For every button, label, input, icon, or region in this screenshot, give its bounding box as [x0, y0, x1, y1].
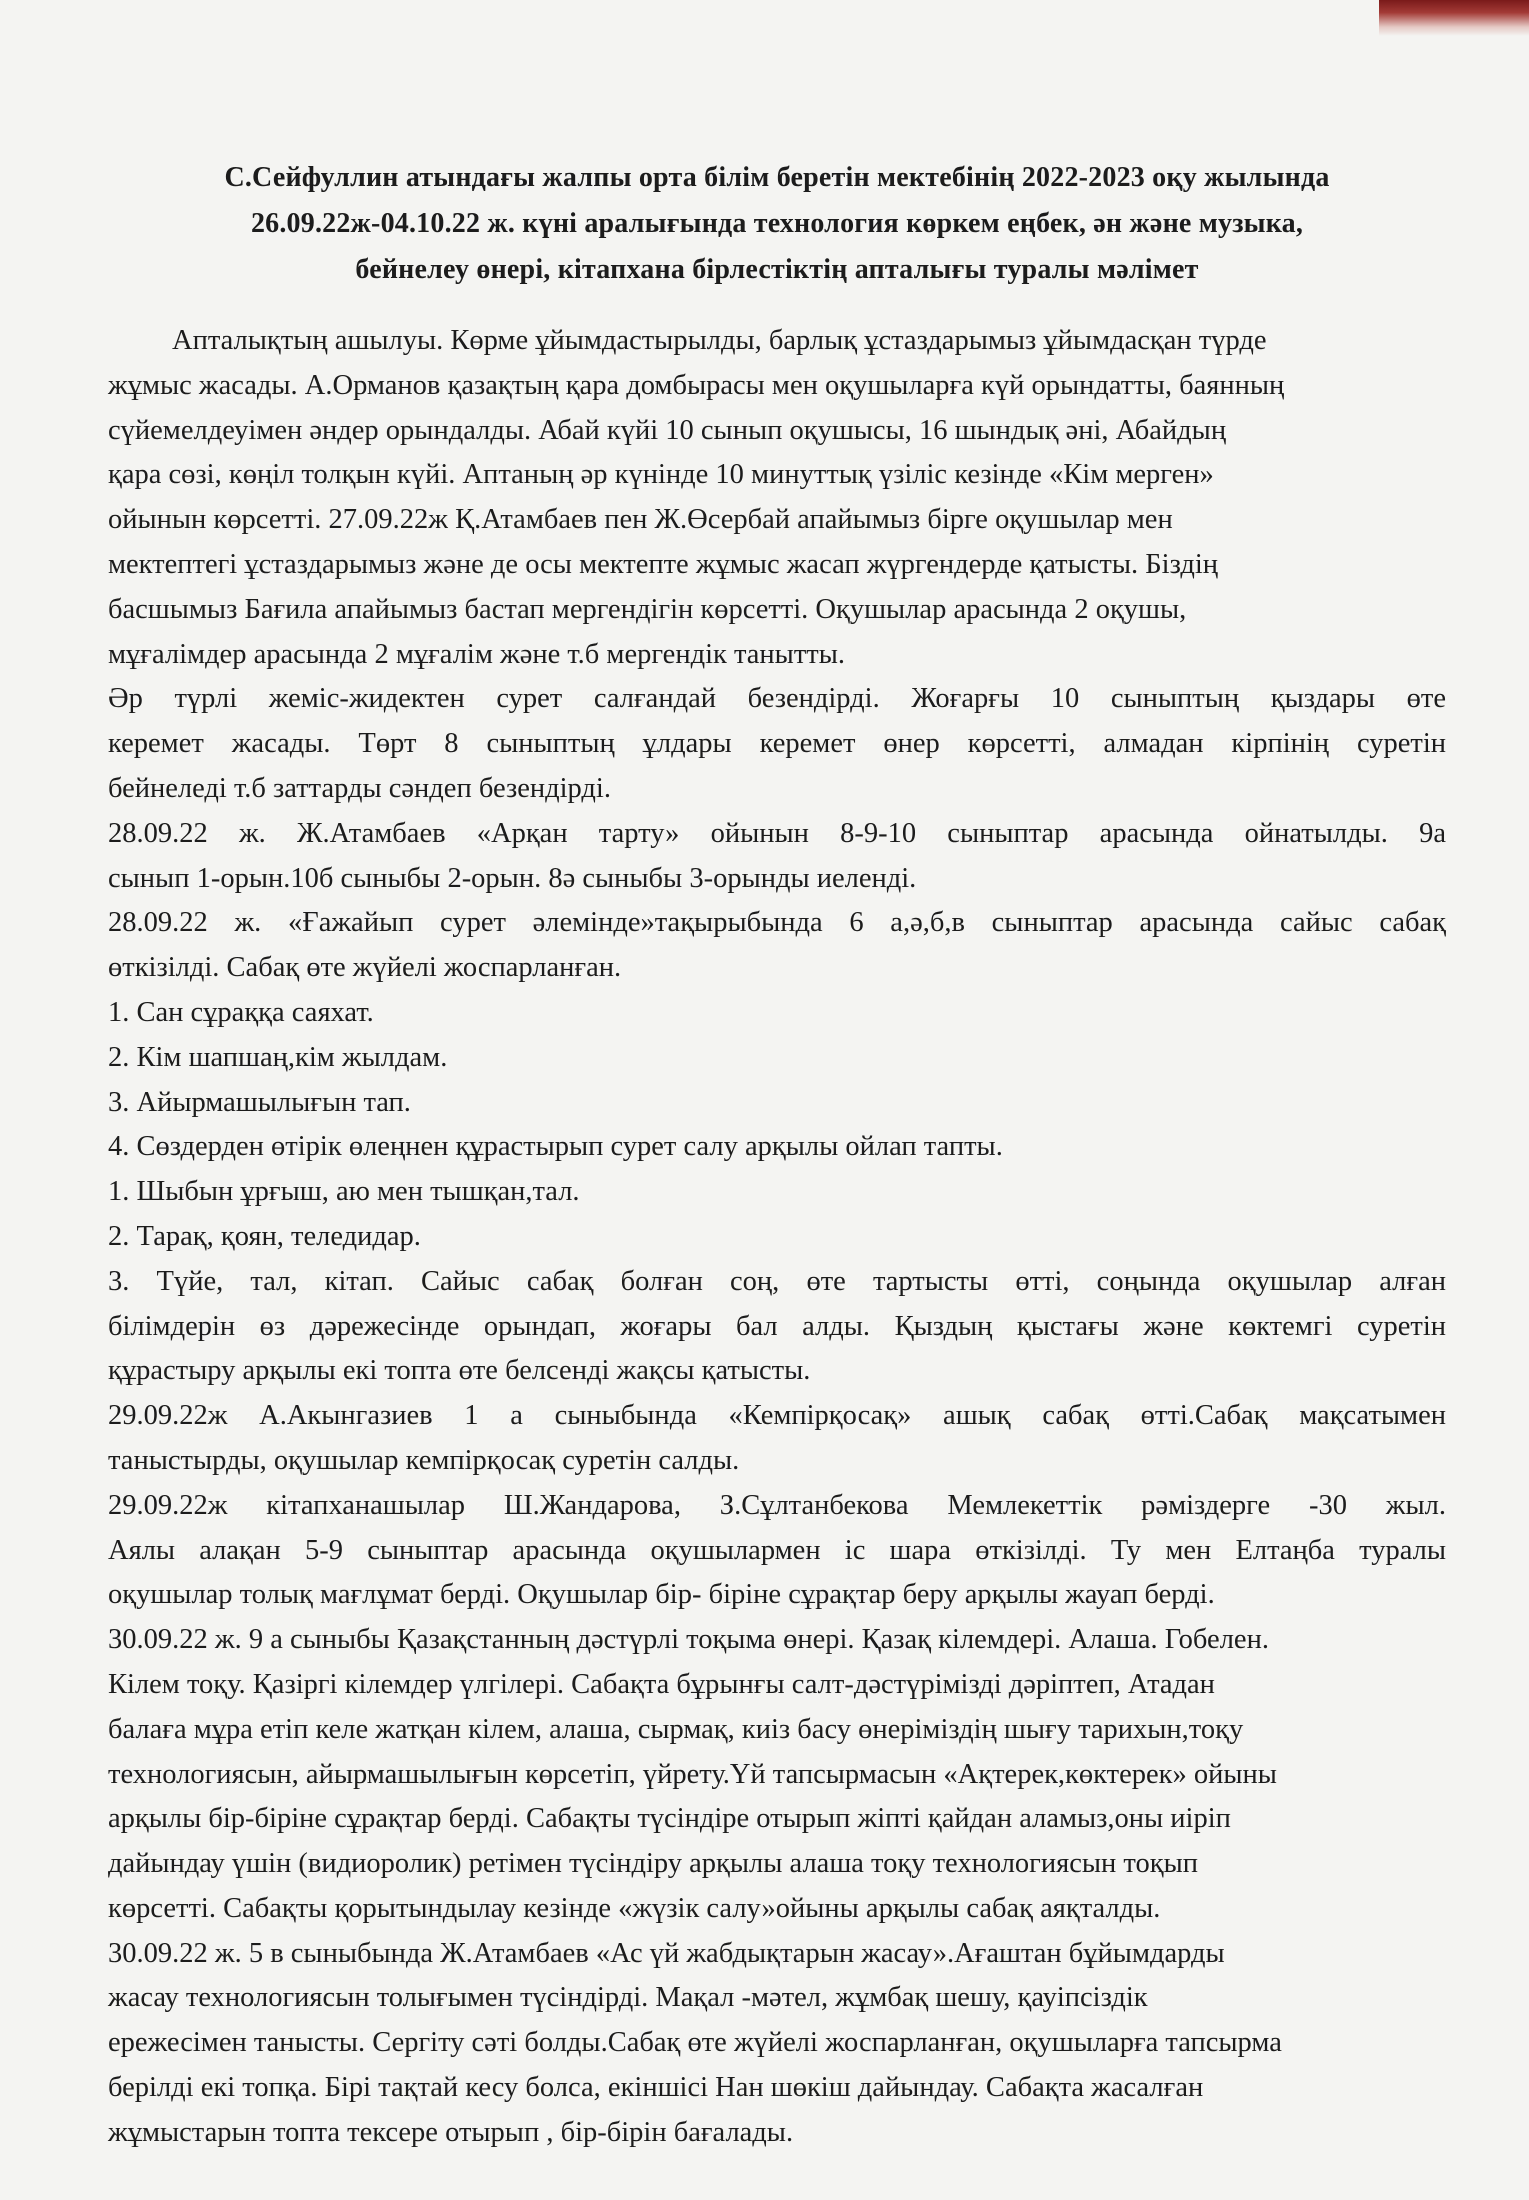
body-line: арқылы бір-біріне сұрақтар берді. Сабақты түсіндіре отырып жіпті қайдан аламыз,оны иіріп [108, 1803, 1231, 1835]
list-item: 1. Сан сұраққа саяхат. [108, 996, 374, 1028]
body-line: технологиясын, айырмашылығын көрсетіп, үйрету.Үй тапсырмасын «Ақтерек,көктерек» ойыны [108, 1758, 1277, 1790]
document-body [108, 319, 1446, 2156]
document-title [108, 155, 1446, 293]
body-line: Аялы алақан 5-9 сыныптар арасында оқушылармен іс шара өткізілді. Ту мен Елтаңба туралы [108, 1534, 1446, 1566]
body-line: оқушылар толық мағлұмат берді. Оқушылар бір- біріне сұрақтар беру арқылы жауап берді. [108, 1579, 1215, 1611]
body-line: дайындау үшін (видиоролик) ретімен түсіндіру арқылы алаша тоқу технологиясын тоқып [108, 1848, 1198, 1880]
body-line: жұмыстарын топта тексере отырып , бір-бірін бағалады. [108, 2116, 794, 2148]
body-line: 30.09.22 ж. 5 в сыныбында Ж.Атамбаев «Ас үй жабдықтарын жасау».Ағаштан бұйымдарды [108, 1937, 1225, 1969]
body-line: басшымыз Бағила апайымыз бастап мергендігін көрсетті. Оқушылар арасында 2 оқушы, [108, 593, 1187, 625]
body-line: 28.09.22 ж. «Ғажайып сурет әлемінде»тақырыбында 6 а,ә,б,в сыныптар арасында сайыс сабақ [108, 907, 1446, 939]
body-line: Кілем тоқу. Қазіргі кілемдер үлгілері. Сабақта бұрынғы салт-дәстүрімізді дәріптеп, Атадан [108, 1668, 1215, 1700]
body-line: балаға мұра етіп келе жатқан кілем, алаша, сырмақ, киіз басу өнеріміздің шығу тарихын,тоқу [108, 1713, 1244, 1745]
list-item: 3. Айырмашылығын тап. [108, 1086, 411, 1118]
body-line: ойынын көрсетті. 27.09.22ж Қ.Атамбаев пен Ж.Өсербай апайымыз бірге оқушылар мен [108, 504, 1173, 536]
body-line: құрастыру арқылы екі топта өте белсенді жақсы қатысты. [108, 1355, 811, 1387]
body-line: қара сөзі, көңіл толқын күйі. Аптаның әр күнінде 10 минуттық үзіліс кезінде «Кім мерген» [108, 459, 1214, 491]
body-line: білімдерін өз дәрежесінде орындап, жоғары бал алды. Қыздың қыстағы және көктемгі суретін [108, 1310, 1446, 1342]
list-item: 2. Тарақ, қоян, теледидар. [108, 1220, 421, 1252]
body-line: мектептегі ұстаздарымыз және де осы мектепте жұмыс жасап жүргендерде қатысты. Біздің [108, 548, 1218, 580]
list-item: 3. Түйе, тал, кітап. Сайыс сабақ болған соң, өте тартысты өтті, соңында оқушылар алған [108, 1265, 1446, 1297]
title-line: С.Сейфуллин атындағы жалпы орта білім беретін мектебінің 2022-2023 оқу жылында [224, 162, 1330, 193]
body-line: 28.09.22 ж. Ж.Атамбаев «Арқан тарту» ойынын 8-9-10 сыныптар арасында ойнатылды. 9а [108, 817, 1446, 849]
body-line: Әр түрлі жеміс-жидектен сурет салғандай безендірді. Жоғарғы 10 сыныптың қыздары өте [108, 683, 1446, 715]
body-line: сынып 1-орын.10б сыныбы 2-орын. 8ә сыныбы 3-орынды иеленді. [108, 862, 917, 894]
title-line: 26.09.22ж-04.10.22 ж. күні аралығында технология көркем еңбек, ән және музыка, [250, 208, 1304, 239]
body-line: жұмыс жасады. А.Орманов қазақтың қара домбырасы мен оқушыларға күй орындатты, баянның [108, 369, 1285, 401]
body-line: сүйемелдеуімен әндер орындалды. Абай күйі 10 сынып оқушысы, 16 шындық әні, Абайдың [108, 414, 1227, 446]
body-line: 29.09.22ж А.Акынгазиев 1 а сыныбында «Кемпірқосақ» ашық сабақ өтті.Сабақ мақсатымен [108, 1400, 1446, 1432]
red-corner-mark [1379, 0, 1529, 36]
body-line: мұғалімдер арасында 2 мұғалім және т.б мергендік танытты. [108, 638, 846, 670]
list-item: 2. Кім шапшаң,кім жылдам. [108, 1041, 448, 1073]
body-line: таныстырды, оқушылар кемпірқосақ суретін салды. [108, 1444, 740, 1476]
body-line: ережесімен танысты. Сергіту сәті болды.Сабақ өте жүйелі жоспарланған, оқушыларға тапсырма [108, 2027, 1282, 2059]
body-line: керемет жасады. Төрт 8 сыныптың ұлдары керемет өнер көрсетті, алмадан кірпінің суретін [108, 728, 1446, 760]
body-line: жасау технологиясын толығымен түсіндірді. Мақал -мәтел, жұмбақ шешу, қауіпсіздік [108, 1982, 1148, 2014]
body-line: 30.09.22 ж. 9 а сыныбы Қазақстанның дәстүрлі тоқыма өнері. Қазақ кілемдері. Алаша. Гобелен. [108, 1624, 1269, 1656]
body-line: 29.09.22ж кітапханашылар Ш.Жандарова, З.Сұлтанбекова Мемлекеттік рәміздерге -30 жыл. [108, 1489, 1446, 1521]
body-line: бейнеледі т.б заттарды сәндеп безендірді. [108, 772, 611, 804]
list-item: 1. Шыбын ұрғыш, аю мен тышқан,тал. [108, 1176, 580, 1208]
body-line: өткізілді. Сабақ өте жүйелі жоспарланған. [108, 952, 622, 984]
body-line: берілді екі топқа. Бірі тақтай кесу болса, екіншісі Нан шөкіш дайындау. Сабақта жасалған [108, 2072, 1204, 2104]
list-item: 4. Сөздерден өтірік өлеңнен құрастырып сурет салу арқылы ойлап тапты. [108, 1131, 1003, 1163]
document-page [108, 155, 1446, 2156]
title-line: бейнелеу өнері, кітапхана бірлестіктің апталығы туралы мәлімет [355, 254, 1199, 285]
body-line: көрсетті. Сабақты қорытындылау кезінде «жүзік салу»ойыны арқылы сабақ аяқталды. [108, 1892, 1161, 1924]
body-line: Апталықтың ашылуы. Көрме ұйымдастырылды, барлық ұстаздарымыз ұйымдасқан түрде [172, 325, 1267, 356]
